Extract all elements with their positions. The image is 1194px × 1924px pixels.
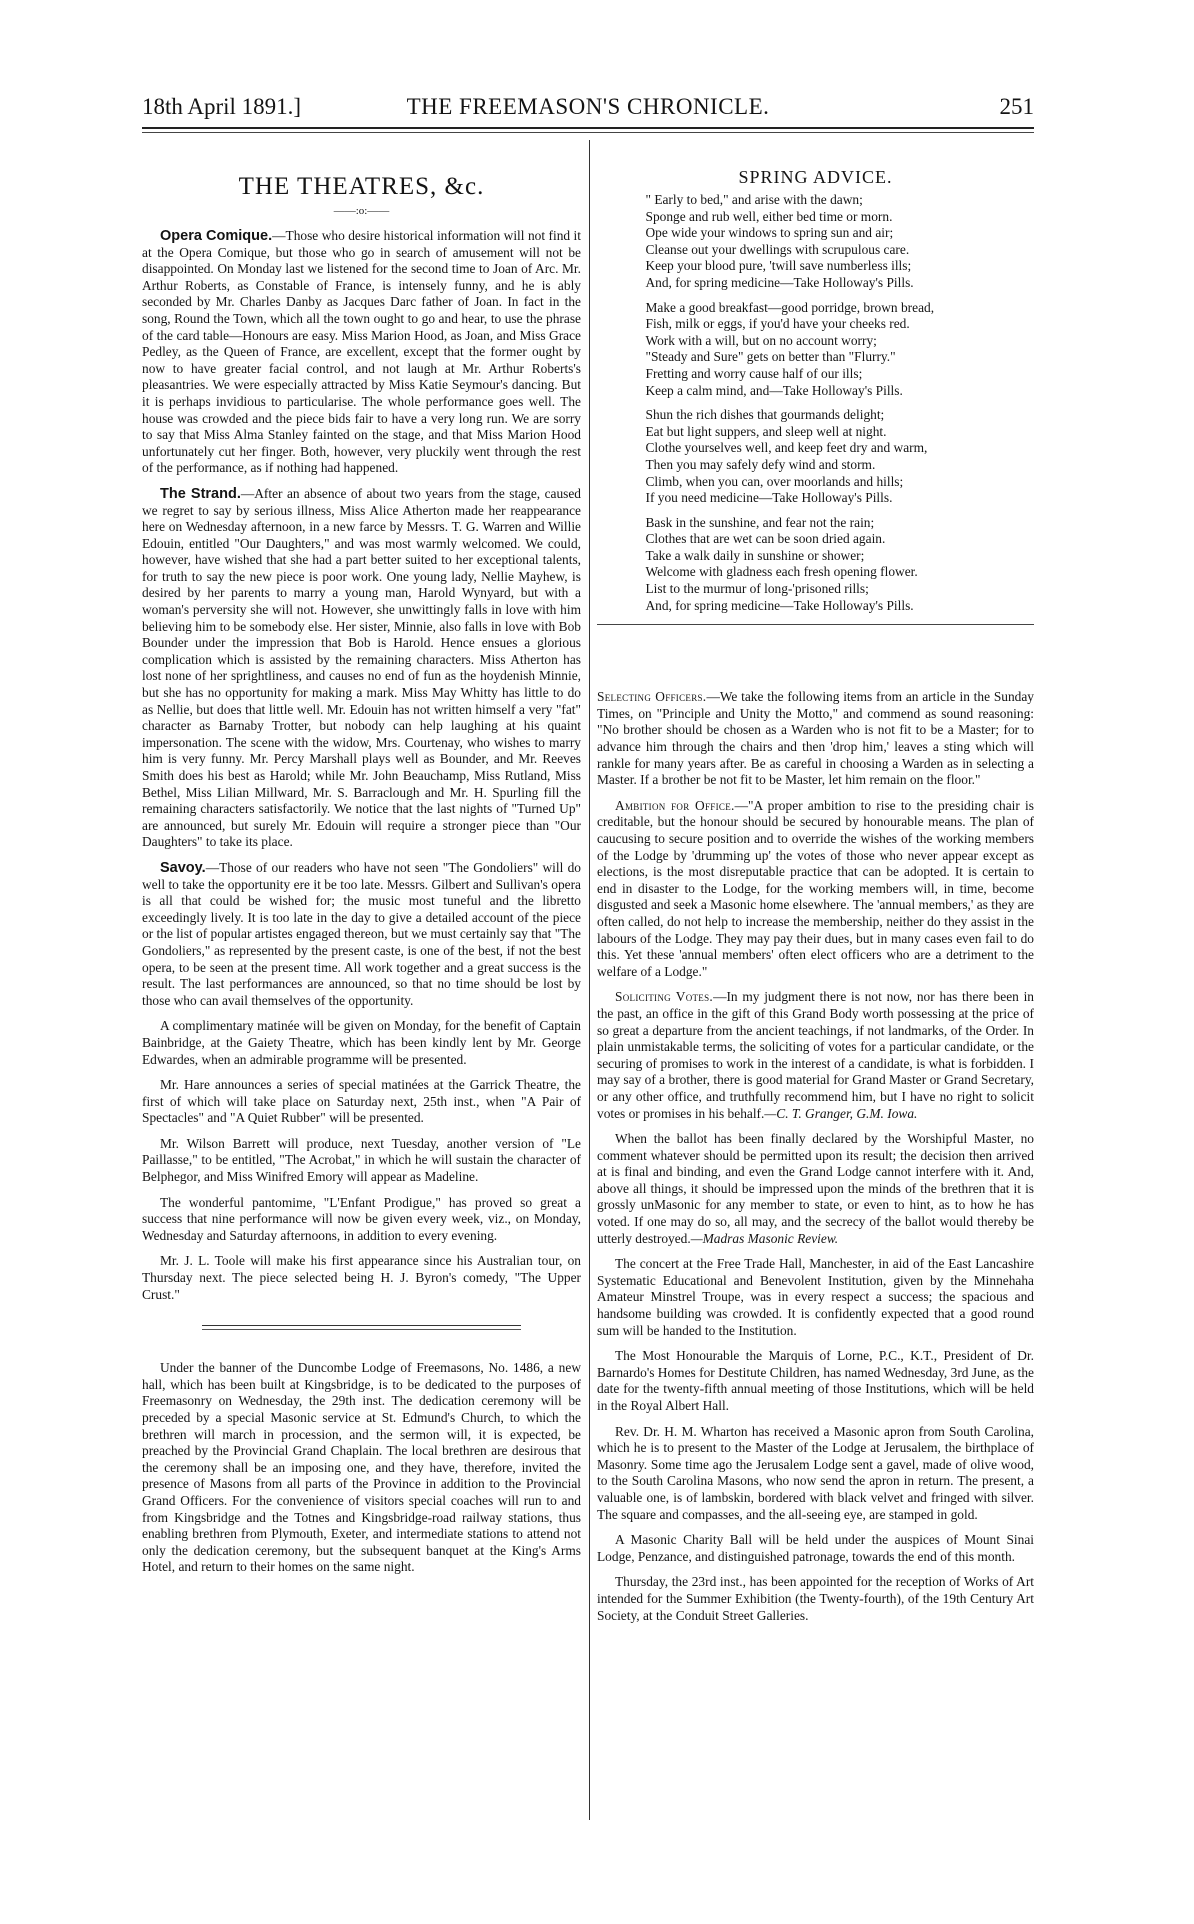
theatre-review-opera-comique [142, 228, 581, 477]
ornament-divider: ——:o:—— [333, 205, 390, 217]
theatre-notice: The wonderful pantomime, "L'Enfant Prodigue," has proved so great a success that nine performance will now be given every week, viz., on Monday, Wednesday and Saturday afternoons, in addition to every evening. [142, 1194, 581, 1243]
poem-line: Welcome with gladness each fresh opening flower. [645, 564, 918, 580]
article-credit: —Madras Masonic Review. [690, 1230, 839, 1246]
article-text: —"A proper ambition to rise to the presiding chair is creditable, but the honour should be secured by honourable means. The plan of caucusing to secure position and to override the wishes of the working members of the Lodge by 'drumming up' the votes of those who never appear except as elections, is the most disreputable practice that can be adopted. It is certain to end in disaster to the Lodge, for the working members will, in time, become disgusted and seek a Masonic home elsewhere. The 'annual members,' as they are often called, do not help to increase the membership, neither do they assist in the labours of the Lodge. They may pay their dues, but in many cases even fail to do this. Yet these 'annual members' often elect officers who are a detriment to the welfare of a Lodge." [597, 797, 1034, 979]
column-spacer [597, 625, 1034, 689]
poem-line: Then you may safely defy wind and storm. [645, 456, 876, 472]
spring-advice-heading: SPRING ADVICE. [738, 167, 893, 187]
ambition-article [597, 798, 1034, 981]
column-divider [589, 140, 590, 1820]
theatre-notice: A complimentary matinée will be given on Monday, for the benefit of Captain Bainbridge, at the Gaiety Theatre, which has been kindly lent by Mr. George Edwardes, when an admirable programme will be presented. [142, 1018, 581, 1067]
poem-line: Shun the rich dishes that gourmands delight; [645, 407, 885, 423]
poem-line: If you need medicine—Take Holloway's Pills. [645, 490, 893, 506]
poem-line: " Early to bed," and arise with the dawn; [645, 192, 863, 207]
poem-line: Keep a calm mind, and—Take Holloway's Pills. [645, 382, 903, 398]
poem-line: Cleanse out your dwellings with scrupulous care. [645, 241, 910, 257]
news-paragraph: A Masonic Charity Ball will be held under the auspices of Mount Sinai Lodge, Penzance, and distinguished patronage, towards the end of this month. [597, 1532, 1034, 1564]
article-lead: Selecting Officers. [597, 689, 707, 705]
review-text: —Those of our readers who have not seen "The Gondoliers" will do well to take the opportunity ere it be too late. Messrs. Gilbert and Sullivan's opera is all that could be wished for; the music most tuneful and the libretto exceedingly lively. It is too late in the day to give a detailed account of the piece or the list of popular artistes engaged thereon, but we must certainly say that "The Gondoliers," as represented by the present caste, is one of the best, if not the best opera, to be seen at the present time. All work together and a great success is the result. The last performances are announced, so that no time should be lost by those who can avail themselves of the opportunity. [142, 859, 581, 1008]
duncombe-lodge-article: Under the banner of the Duncombe Lodge of Freemasons, No. 1486, a new hall, which has been built at Kingsbridge, is to be dedicated to the purposes of Freemasonry on Wednesday, the 29th inst. The dedication ceremony will be preceded by a special Masonic service at St. Edmund's Church, to which the brethren will march in procession, and the sermon will, it is expected, be preached by the Provincial Grand Chaplain. The local brethren are desirous that the ceremony shall be an imposing one, and they have, therefore, invited the presence of Masons from all parts of the Province in addition to the Provincial Grand Officers. For the convenience of visitors special coaches will run to and from Kingsbridge and the Totnes and Kingsbridge-road railway stations, thus enabling brethren from Plymouth, Exeter, and intermediate stations to attend not only the dedication ceremony, but the subsequent banquet at the King's Arms Hotel, and return to their homes on the same night. [142, 1360, 581, 1575]
selecting-officers-article [597, 689, 1034, 789]
poem-line: List to the murmur of long-'prisoned rills; [645, 581, 869, 597]
ballot-article [597, 1131, 1034, 1247]
article-text: —In my judgment there is not now, nor has there been in the past, an office in the gift of this Grand Body worth possessing at the price of so great a departure from the ancient teachings, if not landmarks, of the Order. In plain unmistakable terms, the soliciting of votes for a particular candidate, or the securing of promises to work in the interest of a candidate, is what is forbidden. I may say of a brother, there is good material for Grand Master or Grand Secretary, or any other office, and truthfully recommend him, but I have no right to solicit votes or promises in his behalf. [597, 989, 1034, 1121]
header-rule [142, 127, 1034, 129]
news-paragraph: Rev. Dr. H. M. Wharton has received a Masonic apron from South Carolina, which he is to present to the Master of the Lodge at Jerusalem, the birthplace of Masonry. Some time ago the Jerusalem Lodge sent a gavel, made of olive wood, to the South Carolina Masons, who now send the apron in return. The present, a valuable one, is of lambskin, bordered with black velvet and fringed with silver. The square and compasses, and the all-seeing eye, are stamped in gold. [597, 1423, 1034, 1522]
poem-stanza [646, 192, 986, 292]
theatre-notice: Mr. J. L. Toole will make his first appearance since his Australian tour, on Thursday next. The piece selected being H. J. Byron's comedy, "The Upper Crust." [142, 1253, 581, 1302]
poem-line: Keep your blood pure, 'twill save numberless ills; [645, 258, 912, 274]
theatre-review-strand [142, 486, 581, 851]
poem-stanza [646, 515, 986, 615]
theatre-notice: Mr. Wilson Barrett will produce, next Tuesday, another version of "Le Paillasse," to be entitled, "The Acrobat," in which he will sustain the character of Belphegor, and Miss Winifred Emory will appear as Madeline. [142, 1135, 581, 1185]
poem-stanza [646, 300, 986, 400]
poem-line: And, for spring medicine—Take Holloway's Pills. [645, 597, 914, 613]
page-header [142, 92, 1034, 132]
poem-line: Clothe yourselves well, and keep feet dry and warm, [645, 440, 928, 456]
news-paragraph: The Most Honourable the Marquis of Lorne, P.C., K.T., President of Dr. Barnardo's Homes for Destitute Children, has named Wednesday, 3rd June, as the date for the twenty-fifth annual meeting of those Institutions, which will be held in the Royal Albert Hall. [597, 1348, 1034, 1413]
article-text: —We take the following items from an article in the Sunday Times, on "Principle and Unity the Motto," and commend as sound reasoning: "No brother should be chosen as a Warden who is not fit to be a Master; for to advance him through the chairs and then 'drop him,' leaves a sting which will rankle for many years after. Be as careful in choosing a Warden as in selecting a Master. If a brother be not fit to be Master, let him remain on the floor." [597, 689, 1034, 788]
theatre-notice: Mr. Hare announces a series of special matinées at the Garrick Theatre, the first of which will take place on Saturday next, 25th inst., when "A Pair of Spectacles" and "A Quiet Rubber" will be presented. [142, 1077, 581, 1126]
poem-line: "Steady and Sure" gets on better than "Flurry." [645, 349, 896, 365]
header-rule-thin [142, 132, 1034, 133]
poem-stanza [646, 407, 986, 507]
issue-date: 18th April 1891.] [142, 94, 302, 119]
review-lead: The Strand. [160, 485, 241, 502]
review-lead: Savoy. [160, 859, 206, 876]
right-column [597, 150, 1034, 1633]
poem-line: Clothes that are wet can be soon dried again. [645, 531, 886, 547]
poem-line: Eat but light suppers, and sleep well at night. [645, 423, 887, 439]
poem-line: Bask in the sunshine, and fear not the rain; [645, 514, 875, 530]
review-text: —After an absence of about two years from the stage, caused we regret to say by serious illness, Miss Alice Atherton made her reappearance here on Wednesday afternoon, in a new farce by Messrs. T. G. Warren and Willie Edouin, entitled "Our Daughters," and was most warmly welcomed. We could, however, have wished that she had a part better suited to her exceptional talents, for truth to say the new piece is poor work. One young lady, Nellie Mayhew, is desired by her parents to marry a young man, Harold Wynyard, but with a woman's perversity she will not. However, she unwittingly falls in love with him believing him to be somebody else. Her sister, Minnie, also falls in love with Bob Bounder under the impression that Bob is Harold. Hence ensues a glorious complication which is assisted by the remaining characters. Miss Atherton has lost none of her sprightliness, and causes no end of fun as the hoydenish Minnie, but she has no opportunity for making a mark. Miss May Whitty has little to do as Nellie, but does that little well. Mr. Edouin has not written himself a very "fat" character as Barnaby Trotter, but nobody can help laughing at his quaint impersonation. The scene with the widow, Mrs. Courtenay, who wishes to marry him is very funny. Mr. Percy Marshall plays well as Bounder, and Mr. Reeves Smith does his best as Harold; while Mr. John Beauchamp, Miss Rutland, Miss Bethel, Miss Lilian Millward, Mr. S. Barraclough and Mr. H. Spurling fill the remaining characters satisfactorily. We notice that the last nights of "Turned Up" are announced, but surely Mr. Edouin will require a stronger piece than "Our Daughters" to take its place. [142, 485, 581, 850]
soliciting-votes-article [597, 989, 1034, 1122]
poem-line: Fish, milk or eggs, if you'd have your cheeks red. [645, 316, 910, 332]
poem-line: Work with a will, but on no account worry; [645, 332, 877, 348]
theatre-review-savoy [142, 860, 581, 1009]
poem-line: Climb, when you can, over moorlands and hills; [645, 473, 904, 489]
article-lead: Ambition for Office. [615, 797, 735, 813]
article-lead: Soliciting Votes. [615, 989, 714, 1005]
poem-line: Make a good breakfast—good porridge, brown bread, [645, 299, 935, 315]
poem-line: Sponge and rub well, either bed time or morn. [645, 208, 893, 224]
publication-title: THE FREEMASON'S CHRONICLE. [406, 94, 770, 119]
poem-line: Fretting and worry cause half of our ills; [645, 365, 863, 381]
review-text: —Those who desire historical information will not find it at the Opera Comique, but those who go in search of amusement will not be disappointed. On Monday last we listened for the second time to Joan of Arc. Mr. Arthur Roberts, as Constable of France, is intensely funny, and he is ably seconded by Mr. Charles Danby as Jacques Darc father of Joan. In fact in the song, Round the Town, which all the town ought to go and hear, to use the phrase of the card table—Honours are easy. Miss Marion Hood, as Joan, and Miss Grace Pedley, as the Queen of France, are excellent, except that the former ought by now to have greater facial control, and not laugh at Mr. Arthur Roberts's pleasantries. We were especially attracted by Miss Katie Seymour's dancing. But it is perhaps invidious to particularise. The whole performance goes well. The house was crowded and the piece bids fair to have a very long run. We are sorry to say that Miss Alma Stanley fainted on the stage, and that Miss Marion Hood unfortunately cut her finger. Both, however, very pluckily went through the rest of the performance, as if nothing had happened. [142, 228, 582, 476]
review-lead: Opera Comique. [160, 228, 273, 244]
news-paragraph: The concert at the Free Trade Hall, Manchester, in aid of the East Lancashire Systematic Educational and Benevolent Institution, given by the Minnehaha Amateur Minstrel Troupe, was in every respect a success; the spacious and handsome building was crowded. It is confidently expected that a good round sum will be handed to the Institution. [597, 1256, 1034, 1338]
article-text: When the ballot has been finally declared by the Worshipful Master, no comment whatever should be permitted upon its result; the decision then arrived at is final and binding, and even the Grand Lodge cannot interfere with it. And, above all things, it should be impressed upon the minds of the brethren that it is grossly unMasonic for any member to state, or even to hint, as to how he has voted. If one may do so, all may, and the secrecy of the ballot would thereby be utterly destroyed. [597, 1131, 1034, 1246]
poem-line: And, for spring medicine—Take Holloway's Pills. [645, 274, 914, 290]
poem-line: Take a walk daily in sunshine or shower; [645, 547, 865, 563]
spring-advice-poem [646, 192, 986, 614]
article-credit: —C. T. Granger, G.M. Iowa. [764, 1105, 918, 1121]
page-number: 251 [999, 94, 1034, 119]
poem-line: Ope wide your windows to spring sun and air; [645, 225, 894, 241]
theatres-heading: THE THEATRES, &c. [238, 173, 485, 200]
section-rule [202, 1325, 521, 1330]
left-column [142, 150, 581, 1585]
news-paragraph: Thursday, the 23rd inst., has been appointed for the reception of Works of Art intended for the Summer Exhibition (the Twenty-fourth), of the 19th Century Art Society, at the Conduit Street Galleries. [597, 1574, 1034, 1623]
